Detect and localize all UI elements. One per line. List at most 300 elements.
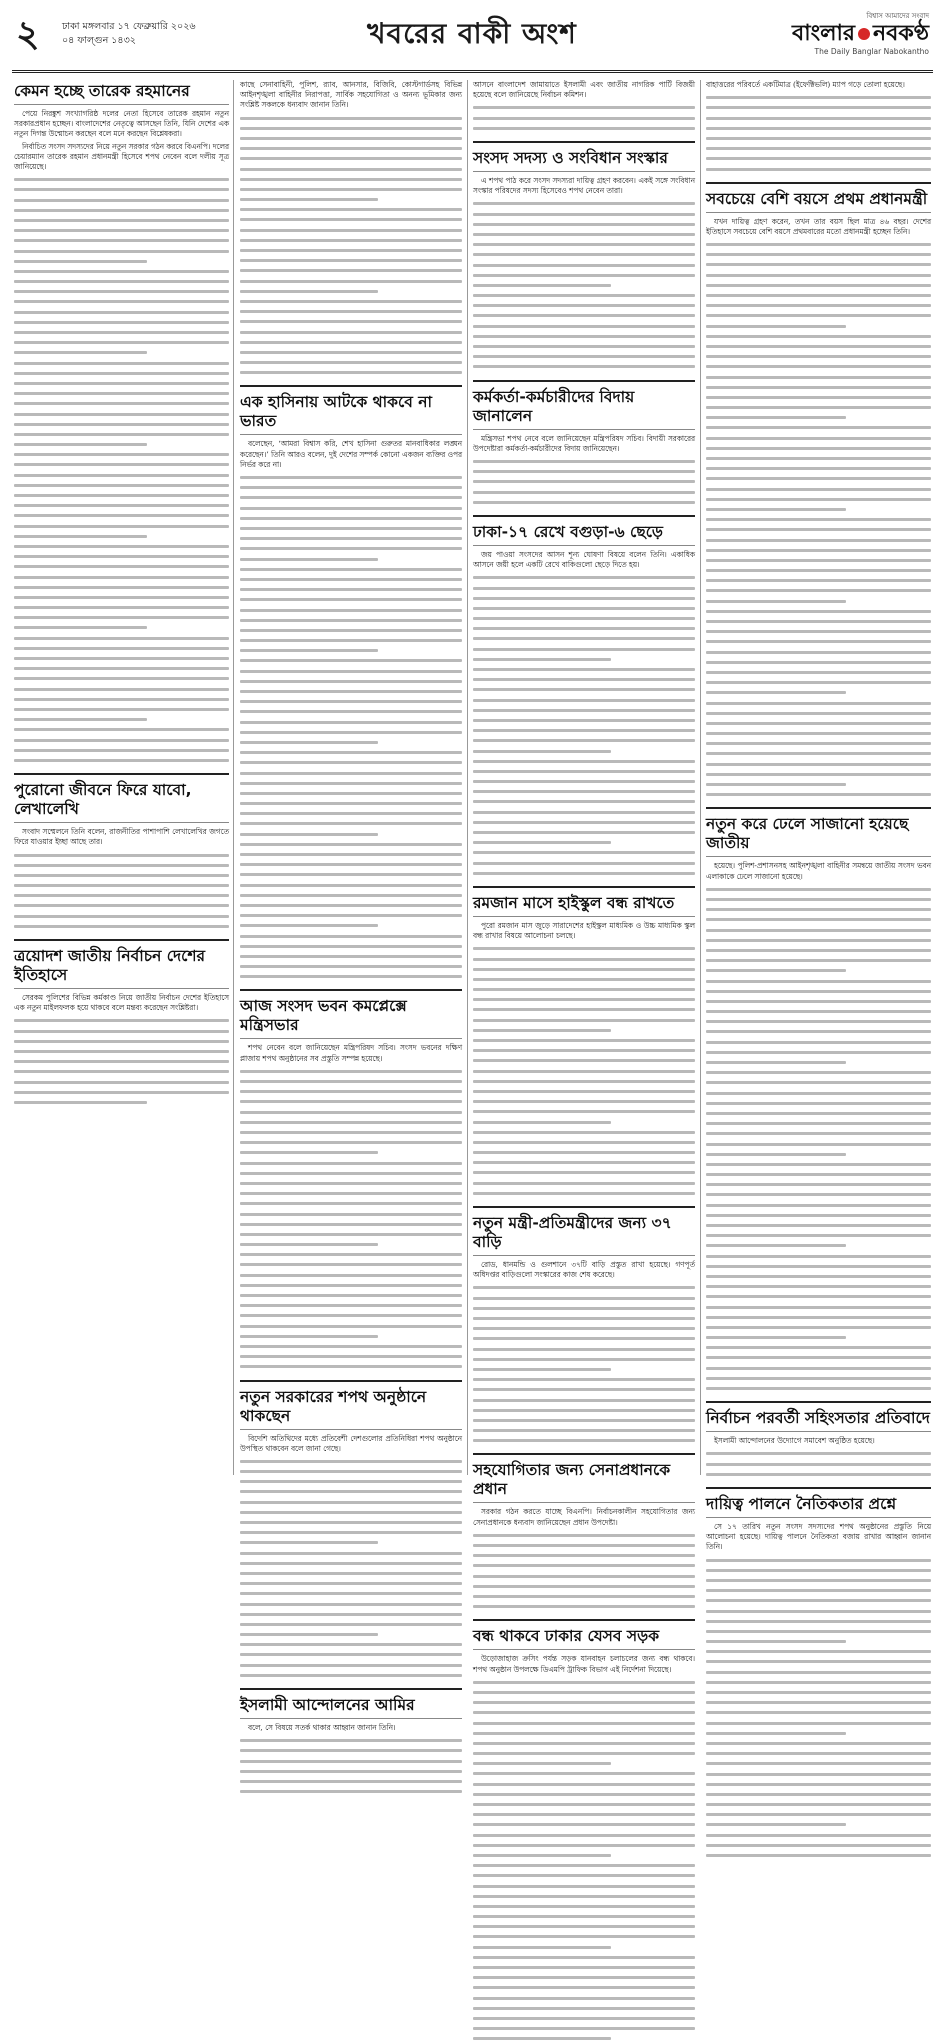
text-line bbox=[14, 1046, 229, 1056]
text-line bbox=[706, 1098, 931, 1108]
text-line bbox=[473, 1282, 695, 1292]
article-paragraph: বলে, সে বিষয়ে সতর্ক থাকার আহ্বান জানান তিনি। bbox=[248, 1723, 396, 1733]
text-line bbox=[240, 1361, 462, 1371]
text-line bbox=[240, 1497, 462, 1507]
text-line bbox=[706, 1819, 931, 1829]
text-line bbox=[240, 503, 462, 513]
text-line bbox=[473, 1560, 695, 1570]
text-line bbox=[14, 582, 229, 592]
text-line bbox=[473, 1435, 695, 1445]
text-line bbox=[240, 655, 462, 665]
text-line bbox=[473, 1819, 695, 1829]
text-line bbox=[473, 964, 695, 974]
article-body bbox=[473, 176, 695, 372]
text-line bbox=[14, 1036, 229, 1046]
text-line bbox=[706, 914, 931, 924]
masthead bbox=[12, 8, 933, 73]
text-line bbox=[473, 837, 695, 847]
text-line bbox=[473, 1025, 695, 1035]
text-line bbox=[706, 535, 931, 545]
text-line bbox=[14, 572, 229, 582]
text-line bbox=[473, 1840, 695, 1850]
text-line bbox=[473, 209, 695, 219]
text-line bbox=[706, 1363, 931, 1373]
text-line bbox=[240, 153, 462, 163]
text-line bbox=[706, 1738, 931, 1748]
text-line bbox=[240, 1239, 462, 1249]
text-line bbox=[706, 1128, 931, 1138]
text-line bbox=[14, 551, 229, 561]
text-line bbox=[473, 1952, 695, 1962]
article-body bbox=[473, 434, 695, 507]
text-line bbox=[14, 714, 229, 724]
text-line bbox=[240, 1137, 462, 1147]
text-line bbox=[14, 286, 229, 296]
text-line bbox=[473, 123, 695, 133]
text-line bbox=[240, 1096, 462, 1106]
text-line bbox=[14, 256, 229, 266]
text-line bbox=[240, 1270, 462, 1280]
text-line bbox=[240, 1147, 462, 1157]
text-line bbox=[473, 1993, 695, 2003]
text-line bbox=[706, 422, 931, 432]
article-text-lines bbox=[706, 1555, 931, 1861]
text-line bbox=[706, 708, 931, 718]
article-text-lines bbox=[14, 1015, 229, 1107]
text-line bbox=[473, 1768, 695, 1778]
article-headline: ইসলামী আন্দোলনের আমির bbox=[240, 1696, 462, 1719]
article-paragraph: আসনে বাংলাদেশ জামায়াতে ইসলামী এবং জাতীয় নাগরিক পার্টি বিজয়ী হয়েছে বলে জানিয়েছে নির্বাচন কমিশন। bbox=[473, 80, 695, 100]
article-headline: দায়িত্ব পালনে নৈতিকতার প্রশ্নে bbox=[706, 1495, 931, 1518]
text-line bbox=[473, 1931, 695, 1941]
text-line bbox=[706, 748, 931, 758]
text-line bbox=[706, 1179, 931, 1189]
article bbox=[240, 1380, 462, 1681]
text-line bbox=[706, 935, 931, 945]
text-line bbox=[706, 1189, 931, 1199]
article-paragraph: হয়েছে। পুলিশ-প্রশাসনসহ আইনশৃঙ্খলা বাহিনীর সমন্বয়ে জাতীয় সংসদ ভবন এলাকাকে ঢেলে সাজানো হয়েছে। bbox=[706, 861, 931, 881]
text-line bbox=[706, 626, 931, 636]
text-line bbox=[473, 807, 695, 817]
text-line bbox=[14, 921, 229, 931]
text-line bbox=[14, 378, 229, 388]
column-rule bbox=[700, 80, 701, 1475]
text-line bbox=[240, 1629, 462, 1639]
article-text-lines bbox=[473, 1530, 695, 1612]
text-line bbox=[473, 1830, 695, 1840]
text-line bbox=[14, 521, 229, 531]
text-line bbox=[240, 717, 462, 727]
text-line bbox=[14, 755, 229, 765]
text-line bbox=[706, 1088, 931, 1098]
text-line bbox=[473, 974, 695, 984]
text-line bbox=[240, 1619, 462, 1629]
text-line bbox=[240, 1066, 462, 1076]
text-line bbox=[240, 286, 462, 296]
text-line bbox=[240, 523, 462, 533]
text-line bbox=[473, 1066, 695, 1076]
text-line bbox=[14, 643, 229, 653]
article-body bbox=[706, 1522, 931, 1860]
text-line bbox=[706, 1210, 931, 1220]
article-headline: নতুন করে ঢেলে সাজানো হয়েছে জাতীয় bbox=[706, 815, 931, 857]
article-headline: ঢাকা-১৭ রেখে বগুড়া-৬ ছেড়ে bbox=[473, 523, 695, 546]
article-body bbox=[473, 550, 695, 878]
article bbox=[14, 939, 229, 1107]
text-line bbox=[240, 1219, 462, 1229]
text-line bbox=[14, 1056, 229, 1066]
article-paragraph: শপথ নেবেন বলে জানিয়েছেন মন্ত্রিপরিষদ সচিব। সংসদ ভবনের দক্ষিণ প্লাজায় শপথ অনুষ্ঠানের সব প্রস্তুতি সম্পন্ন হয়েছে। bbox=[240, 1043, 462, 1063]
text-line bbox=[473, 1972, 695, 1982]
text-line bbox=[473, 260, 695, 270]
text-line bbox=[706, 986, 931, 996]
text-line bbox=[706, 270, 931, 280]
text-line bbox=[706, 976, 931, 986]
text-line bbox=[706, 494, 931, 504]
text-line bbox=[706, 164, 931, 174]
article-text-lines bbox=[240, 1066, 462, 1372]
article-text-lines bbox=[240, 472, 462, 981]
text-line bbox=[473, 1313, 695, 1323]
text-line bbox=[473, 1921, 695, 1931]
text-line bbox=[473, 1303, 695, 1313]
column-1 bbox=[14, 80, 229, 1475]
text-line bbox=[473, 593, 695, 603]
text-line bbox=[240, 910, 462, 920]
text-line bbox=[473, 300, 695, 310]
text-line bbox=[240, 1198, 462, 1208]
text-line bbox=[240, 143, 462, 153]
text-line bbox=[240, 808, 462, 818]
article-paragraph: কাছে সেনাবাহিনী, পুলিশ, র‌্যাব, আনসার, বিজিবি, কোস্টগার্ডসহ বিভিন্ন আইনশৃঙ্খলা বাহিনীর নিরাপত্তা, সার্বিক সহযোগিতা ও অনন্য ভূমিকার জন্য সংশ্লিষ্ট সকলকে ধন্যবাদ জানান তিনি। bbox=[240, 80, 462, 110]
text-line bbox=[473, 644, 695, 654]
text-line bbox=[240, 1639, 462, 1649]
text-line bbox=[240, 615, 462, 625]
text-line bbox=[14, 633, 229, 643]
text-line bbox=[240, 533, 462, 543]
article bbox=[240, 385, 462, 981]
text-line bbox=[706, 965, 931, 975]
text-line bbox=[14, 622, 229, 632]
text-line bbox=[14, 500, 229, 510]
text-line bbox=[473, 583, 695, 593]
text-line bbox=[706, 1469, 931, 1479]
article-body bbox=[473, 921, 695, 1198]
text-line bbox=[14, 307, 229, 317]
text-line bbox=[706, 249, 931, 259]
text-line bbox=[240, 788, 462, 798]
text-line bbox=[473, 1687, 695, 1697]
text-line bbox=[473, 827, 695, 837]
text-line bbox=[240, 798, 462, 808]
text-line bbox=[240, 1331, 462, 1341]
text-line bbox=[706, 372, 931, 382]
text-line bbox=[240, 1117, 462, 1127]
text-line bbox=[240, 1776, 462, 1786]
text-line bbox=[14, 663, 229, 673]
text-line bbox=[14, 296, 229, 306]
article-paragraph: বাহাত্তরের পরিবর্তে একটিমাত্র (ইফেক্টিভলি) ম্যাপ গড়ে তোলা হয়েছে। bbox=[706, 80, 905, 89]
text-line bbox=[706, 1139, 931, 1149]
text-line bbox=[706, 524, 931, 534]
text-line bbox=[240, 757, 462, 767]
text-line bbox=[706, 1646, 931, 1656]
text-line bbox=[473, 1127, 695, 1137]
text-line bbox=[706, 1636, 931, 1646]
text-line bbox=[240, 961, 462, 971]
text-line bbox=[240, 235, 462, 245]
text-line bbox=[240, 184, 462, 194]
text-line bbox=[473, 1677, 695, 1687]
text-line bbox=[473, 1188, 695, 1198]
article-text-lines bbox=[706, 239, 931, 799]
text-line bbox=[240, 1158, 462, 1168]
text-line bbox=[240, 594, 462, 604]
text-line bbox=[473, 725, 695, 735]
article-paragraph: জয় পাওয়া সংসদের আসন শূন্য ঘোষণা বিষয়ে বলেন তিনি। একাধিক আসনে জয়ী হলে একটি রেখে বাকিগুলো ছেড়ে দিতে হয়। bbox=[473, 549, 695, 570]
text-line bbox=[14, 745, 229, 755]
text-line bbox=[473, 1045, 695, 1055]
text-line bbox=[706, 894, 931, 904]
text-line bbox=[240, 818, 462, 828]
text-line bbox=[473, 1697, 695, 1707]
article-body bbox=[473, 1260, 695, 1445]
text-line bbox=[706, 1149, 931, 1159]
text-line bbox=[240, 645, 462, 655]
text-line bbox=[240, 1660, 462, 1670]
text-line bbox=[706, 1077, 931, 1087]
text-line bbox=[706, 1281, 931, 1291]
text-line bbox=[473, 1738, 695, 1748]
text-line bbox=[706, 1626, 931, 1636]
text-line bbox=[473, 1137, 695, 1147]
text-line bbox=[706, 1332, 931, 1342]
text-line bbox=[240, 276, 462, 286]
text-line bbox=[14, 388, 229, 398]
text-line bbox=[706, 884, 931, 894]
text-line bbox=[706, 463, 931, 473]
logo-english-name: The Daily Banglar Nabokantho bbox=[814, 47, 929, 56]
text-line bbox=[240, 1670, 462, 1680]
text-line bbox=[240, 768, 462, 778]
article bbox=[473, 886, 695, 1198]
text-line bbox=[473, 1982, 695, 1992]
text-line bbox=[240, 554, 462, 564]
text-line bbox=[240, 367, 462, 377]
text-line bbox=[14, 358, 229, 368]
text-line bbox=[240, 747, 462, 757]
text-line bbox=[473, 984, 695, 994]
text-line bbox=[706, 596, 931, 606]
article-text-lines bbox=[240, 113, 462, 378]
text-line bbox=[706, 1707, 931, 1717]
logo-tagline: বিশ্বাস আমাদের সংবাদ bbox=[866, 12, 929, 20]
column-4 bbox=[706, 80, 931, 1552]
text-line bbox=[473, 466, 695, 476]
article-text-lines bbox=[473, 572, 695, 878]
text-line bbox=[240, 1321, 462, 1331]
text-line bbox=[706, 925, 931, 935]
article-paragraph: সে ১৭ তারিখ নতুন সংসদ সদস্যদের শপথ অনুষ্ঠানের প্রস্তুতি নিয়ে আলোচনা হয়েছে। দায়িত্ব পালনে নৈতিকতা বজায় রাখার আহ্বান জানান তিনি। bbox=[706, 1521, 931, 1552]
article-headline: সহযোগিতার জন্য সেনাপ্রধানকে প্রধান bbox=[473, 1461, 695, 1503]
text-line bbox=[240, 666, 462, 676]
text-line bbox=[706, 351, 931, 361]
text-line bbox=[473, 1901, 695, 1911]
column-rule bbox=[467, 80, 468, 1475]
text-line bbox=[706, 1748, 931, 1758]
text-line bbox=[240, 204, 462, 214]
text-line bbox=[706, 759, 931, 769]
text-line bbox=[473, 1096, 695, 1106]
text-line bbox=[473, 674, 695, 684]
text-line bbox=[473, 1550, 695, 1560]
text-line bbox=[240, 214, 462, 224]
text-line bbox=[706, 1220, 931, 1230]
article-headline: রমজান মাসে হাইস্কুল বন্ধ রাখতে bbox=[473, 894, 695, 917]
article-paragraph: উড়োজাহাজ ক্রসিং পর্যন্ত সড়ক যানবাহন চলাচলের জন্য বন্ধ থাকবে। শপথ অনুষ্ঠান উপলক্ষে ডিএমপি ট্রাফিক বিভাগ এই নির্দেশনা দিয়েছে। bbox=[473, 1654, 695, 1674]
text-line bbox=[706, 382, 931, 392]
column-rule bbox=[233, 80, 234, 1475]
text-line bbox=[706, 412, 931, 422]
logo-wordmark bbox=[759, 21, 929, 47]
text-line bbox=[706, 473, 931, 483]
text-line bbox=[473, 847, 695, 857]
text-line bbox=[473, 331, 695, 341]
article bbox=[706, 1487, 931, 1860]
text-line bbox=[473, 786, 695, 796]
text-line bbox=[240, 849, 462, 859]
text-line bbox=[473, 2013, 695, 2023]
article-text-lines bbox=[14, 850, 229, 932]
text-line bbox=[473, 1870, 695, 1880]
text-line bbox=[473, 1333, 695, 1343]
article-headline: সংসদ সদস্য ও সংবিধান সংস্কার bbox=[473, 149, 695, 172]
text-line bbox=[706, 361, 931, 371]
article-continuation bbox=[240, 80, 462, 377]
column-3 bbox=[473, 80, 695, 1674]
text-line bbox=[240, 194, 462, 204]
text-line bbox=[240, 1127, 462, 1137]
text-line bbox=[706, 1779, 931, 1789]
text-line bbox=[706, 259, 931, 269]
text-line bbox=[706, 1677, 931, 1687]
text-line bbox=[706, 687, 931, 697]
text-line bbox=[706, 1383, 931, 1393]
text-line bbox=[14, 531, 229, 541]
text-line bbox=[240, 265, 462, 275]
text-line bbox=[240, 1168, 462, 1178]
text-line bbox=[706, 1200, 931, 1210]
article-text-lines bbox=[14, 174, 229, 765]
text-line bbox=[706, 443, 931, 453]
text-line bbox=[14, 398, 229, 408]
article-text-lines bbox=[473, 198, 695, 371]
text-line bbox=[473, 1015, 695, 1025]
text-line bbox=[706, 1118, 931, 1128]
text-line bbox=[240, 1527, 462, 1537]
text-line bbox=[14, 409, 229, 419]
text-line bbox=[240, 1517, 462, 1527]
article-text-lines bbox=[473, 456, 695, 507]
article-text-lines bbox=[706, 1448, 931, 1479]
text-line bbox=[240, 513, 462, 523]
text-line bbox=[473, 113, 695, 123]
text-line bbox=[706, 1108, 931, 1118]
text-line bbox=[706, 331, 931, 341]
section-title: খবরের বাকী অংশ bbox=[367, 17, 577, 50]
text-line bbox=[473, 664, 695, 674]
article-paragraph: সেরকম পুলিশের বিভিন্ন কর্মকাণ্ড নিয়ে জাতীয় নির্বাচন দেশের ইতিহাসে এক নতুন মাইলফলক হয়ে থাকবে বলে মন্তব্য করেছেন সংশ্লিষ্টরা। bbox=[14, 993, 229, 1013]
text-line bbox=[240, 1578, 462, 1588]
text-line bbox=[706, 92, 931, 102]
text-line bbox=[240, 1466, 462, 1476]
text-line bbox=[706, 1575, 931, 1585]
article-paragraph: মন্ত্রিসভা শপথ নেবে বলে জানিয়েছেন মন্ত্রিপরিষদ সচিব। বিদায়ী সরকারের উপদেষ্টারা কর্মকর্তা-কর্মচারীদের বিদায় জানিয়েছেন। bbox=[473, 433, 695, 453]
logo-name-first: বাংলার bbox=[792, 21, 855, 46]
text-line bbox=[473, 1293, 695, 1303]
text-line bbox=[473, 1167, 695, 1177]
text-line bbox=[706, 1302, 931, 1312]
text-line bbox=[240, 1076, 462, 1086]
text-line bbox=[706, 677, 931, 687]
text-line bbox=[706, 545, 931, 555]
article-continuation bbox=[473, 80, 695, 133]
article bbox=[473, 1206, 695, 1445]
article bbox=[706, 807, 931, 1393]
text-line bbox=[706, 133, 931, 143]
text-line bbox=[240, 1209, 462, 1219]
article-headline: কেমন হচ্ছে তারেক রহমানের bbox=[14, 82, 229, 105]
text-line bbox=[473, 796, 695, 806]
text-line bbox=[240, 1249, 462, 1259]
text-line bbox=[240, 316, 462, 326]
article-paragraph: এ শপথ পাঠ করে সংসদ সদস্যরা দায়িত্ব গ্রহণ করবেন। একই সঙ্গে সংবিধান সংস্কার পরিষদের সদস্য হিসেবেও শপথ নেবেন তারা। bbox=[473, 175, 695, 196]
text-line bbox=[473, 756, 695, 766]
text-line bbox=[240, 778, 462, 788]
text-line bbox=[240, 686, 462, 696]
text-line bbox=[240, 605, 462, 615]
text-line bbox=[706, 667, 931, 677]
text-line bbox=[706, 585, 931, 595]
text-line bbox=[473, 817, 695, 827]
text-line bbox=[240, 1310, 462, 1320]
text-line bbox=[706, 1352, 931, 1362]
text-line bbox=[706, 1251, 931, 1261]
text-line bbox=[706, 1291, 931, 1301]
text-line bbox=[240, 1178, 462, 1188]
article bbox=[473, 380, 695, 507]
text-line bbox=[14, 612, 229, 622]
text-line bbox=[473, 2003, 695, 2013]
text-line bbox=[240, 1280, 462, 1290]
text-line bbox=[14, 266, 229, 276]
text-line bbox=[473, 715, 695, 725]
text-line bbox=[706, 1728, 931, 1738]
text-line bbox=[473, 572, 695, 582]
text-line bbox=[473, 310, 695, 320]
text-line bbox=[240, 327, 462, 337]
text-line bbox=[706, 1006, 931, 1016]
text-line bbox=[706, 657, 931, 667]
text-line bbox=[14, 735, 229, 745]
text-line bbox=[706, 738, 931, 748]
text-line bbox=[706, 1789, 931, 1799]
text-line bbox=[14, 246, 229, 256]
text-line bbox=[14, 890, 229, 900]
text-line bbox=[706, 1565, 931, 1575]
text-line bbox=[706, 1830, 931, 1840]
text-line bbox=[706, 453, 931, 463]
